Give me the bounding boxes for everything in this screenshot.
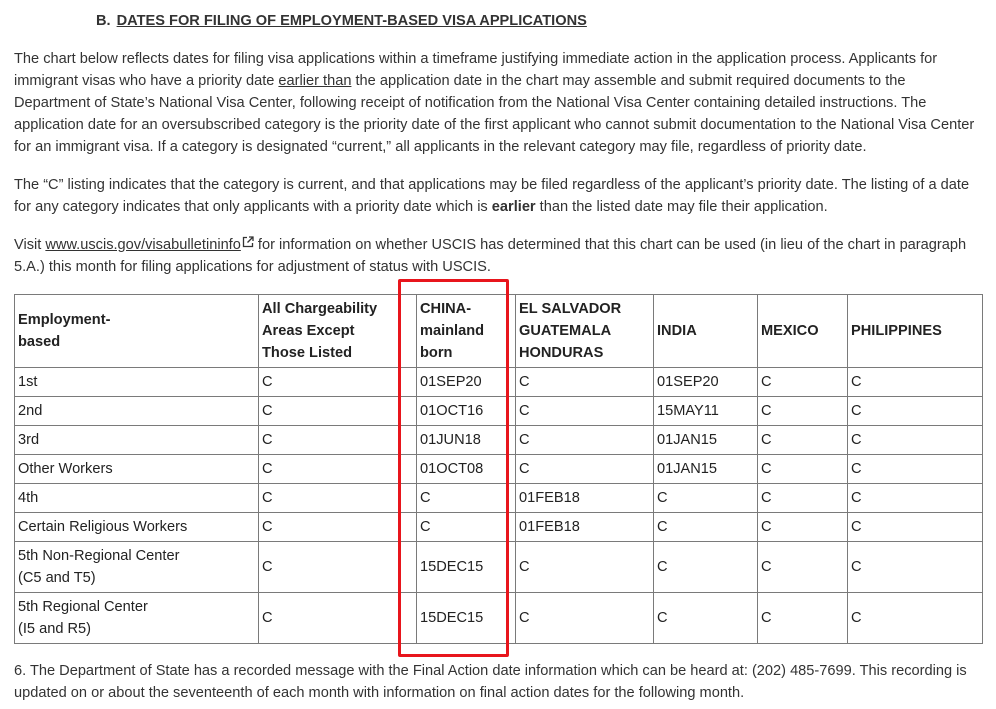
date-cell: 15DEC15 bbox=[417, 593, 516, 644]
date-cell: C bbox=[259, 484, 417, 513]
date-cell: C bbox=[758, 513, 848, 542]
column-header-line: EL SALVADOR bbox=[519, 301, 622, 317]
date-cell: 01OCT08 bbox=[417, 455, 516, 484]
employment-dates-table bbox=[14, 294, 983, 644]
column-header bbox=[654, 295, 758, 368]
date-cell: C bbox=[516, 368, 654, 397]
date-cell: C bbox=[758, 368, 848, 397]
uscis-link[interactable]: www.uscis.gov/visabulletininfo bbox=[45, 237, 241, 253]
date-cell: C bbox=[516, 455, 654, 484]
table-row bbox=[15, 484, 983, 513]
uscis-suffix: for information on whether USCIS has determined that this chart can be used (in lieu of the chart in paragraph 5.A.) this month for filing applications for adjustment of status with USCIS. bbox=[14, 237, 967, 275]
date-cell: C bbox=[259, 368, 417, 397]
table-row bbox=[15, 542, 983, 593]
date-cell: C bbox=[259, 455, 417, 484]
category-label: 5th Non-Regional Center bbox=[18, 548, 180, 564]
table-row bbox=[15, 455, 983, 484]
date-cell: C bbox=[259, 593, 417, 644]
date-cell: 01JAN15 bbox=[654, 455, 758, 484]
recorded-message-paragraph: 6. The Department of State has a recorded message with the Final Action date information which can be heard at: (202) 485-7699. This recording is updated on or about the seventeenth of each month with information on final action dates for the following month. bbox=[14, 663, 967, 701]
table-row bbox=[15, 426, 983, 455]
date-cell: C bbox=[654, 513, 758, 542]
external-link-icon[interactable] bbox=[242, 236, 254, 248]
date-cell: C bbox=[259, 426, 417, 455]
section-heading bbox=[96, 10, 587, 32]
date-cell: C bbox=[758, 484, 848, 513]
column-header bbox=[516, 295, 654, 368]
table-header-row bbox=[15, 295, 983, 368]
current-text-part1: The “C” listing indicates that the category is current, and that applications may be filed regardless of the applicant’s priority date. The listing of a date for any category indicates that only applicants with a priority date which is bbox=[14, 177, 970, 215]
table-row bbox=[15, 368, 983, 397]
column-header bbox=[417, 295, 516, 368]
column-header-line: GUATEMALA bbox=[519, 323, 612, 339]
date-cell: C bbox=[758, 455, 848, 484]
date-cell: C bbox=[848, 368, 983, 397]
column-header-line: INDIA bbox=[657, 323, 697, 339]
date-cell: C bbox=[516, 542, 654, 593]
column-header bbox=[848, 295, 983, 368]
column-header-line: PHILIPPINES bbox=[851, 323, 942, 339]
column-header-line: Areas Except bbox=[262, 323, 355, 339]
category-cell bbox=[15, 426, 259, 455]
date-cell: C bbox=[758, 542, 848, 593]
date-cell: C bbox=[654, 542, 758, 593]
date-cell: C bbox=[758, 426, 848, 455]
category-cell bbox=[15, 593, 259, 644]
visit-prefix: Visit bbox=[14, 237, 46, 253]
column-header-line: based bbox=[18, 334, 61, 350]
date-cell: C bbox=[848, 484, 983, 513]
column-header bbox=[15, 295, 259, 368]
category-label: Certain Religious Workers bbox=[18, 519, 188, 535]
date-cell: C bbox=[848, 397, 983, 426]
date-cell: 15DEC15 bbox=[417, 542, 516, 593]
date-cell: 01JAN15 bbox=[654, 426, 758, 455]
column-header-line: Those Listed bbox=[262, 345, 353, 361]
column-header bbox=[259, 295, 417, 368]
column-header-line: CHINA- bbox=[420, 301, 472, 317]
table-row bbox=[15, 513, 983, 542]
section-title: DATES FOR FILING OF EMPLOYMENT-BASED VISA APPLICATIONS bbox=[116, 13, 587, 29]
date-cell: C bbox=[516, 593, 654, 644]
intro-text-part1: The chart below reflects dates for filing visa applications within a timeframe justifying immediate action in the application process. Applicants for immigrant visas who have a priority date bbox=[14, 51, 938, 89]
date-cell: 01FEB18 bbox=[516, 513, 654, 542]
date-cell: C bbox=[848, 426, 983, 455]
date-cell: C bbox=[654, 593, 758, 644]
date-cell: 01FEB18 bbox=[516, 484, 654, 513]
category-cell bbox=[15, 542, 259, 593]
date-cell: C bbox=[848, 542, 983, 593]
date-cell: C bbox=[516, 426, 654, 455]
category-cell bbox=[15, 513, 259, 542]
intro-paragraph bbox=[14, 48, 982, 158]
intro-text-part2: the application date in the chart may assemble and submit required documents to the Department of State’s National Visa Center, following receipt of notification from the National Visa Center containing detailed instructions. The application date for an oversubscribed category is the priority date of the first applicant who cannot submit documentation to the National Visa Center for an immigrant visa. If a category is designated “current,” all applicants in the relevant category may file, regardless of priority date. bbox=[14, 73, 975, 155]
table-row bbox=[15, 397, 983, 426]
date-cell: C bbox=[654, 484, 758, 513]
category-label: (I5 and R5) bbox=[18, 621, 92, 637]
category-cell bbox=[15, 368, 259, 397]
date-cell: C bbox=[259, 397, 417, 426]
date-cell: 15MAY11 bbox=[654, 397, 758, 426]
table-row bbox=[15, 593, 983, 644]
date-cell: 01SEP20 bbox=[417, 368, 516, 397]
category-label: 4th bbox=[18, 490, 39, 506]
category-cell bbox=[15, 397, 259, 426]
category-label: 3rd bbox=[18, 432, 40, 448]
date-cell: C bbox=[417, 484, 516, 513]
column-header-line: HONDURAS bbox=[519, 345, 604, 361]
category-label: 1st bbox=[18, 374, 38, 390]
date-cell: C bbox=[848, 513, 983, 542]
date-cell: C bbox=[848, 593, 983, 644]
date-cell: C bbox=[516, 397, 654, 426]
date-cell: C bbox=[848, 455, 983, 484]
date-cell: C bbox=[259, 542, 417, 593]
date-cell: C bbox=[259, 513, 417, 542]
date-cell: C bbox=[758, 397, 848, 426]
date-cell: C bbox=[417, 513, 516, 542]
column-header-line: Employment- bbox=[18, 312, 111, 328]
earlier-than-underlined: earlier than bbox=[278, 73, 352, 89]
date-cell: 01JUN18 bbox=[417, 426, 516, 455]
category-label: 2nd bbox=[18, 403, 43, 419]
category-label: (C5 and T5) bbox=[18, 570, 96, 586]
current-listing-paragraph bbox=[14, 174, 982, 218]
column-header-line: mainland bbox=[420, 323, 485, 339]
column-header-line: born bbox=[420, 345, 453, 361]
current-text-part2: than the listed date may file their application. bbox=[535, 199, 828, 215]
category-cell bbox=[15, 455, 259, 484]
category-label: Other Workers bbox=[18, 461, 113, 477]
date-cell: C bbox=[758, 593, 848, 644]
column-header-line: MEXICO bbox=[761, 323, 819, 339]
category-label: 5th Regional Center bbox=[18, 599, 148, 615]
earlier-bold: earlier bbox=[491, 199, 536, 215]
uscis-paragraph bbox=[14, 234, 982, 278]
section-number: B. bbox=[96, 13, 111, 29]
date-cell: 01OCT16 bbox=[417, 397, 516, 426]
column-header bbox=[758, 295, 848, 368]
column-header-line: All Chargeability bbox=[262, 301, 378, 317]
category-cell bbox=[15, 484, 259, 513]
date-cell: 01SEP20 bbox=[654, 368, 758, 397]
